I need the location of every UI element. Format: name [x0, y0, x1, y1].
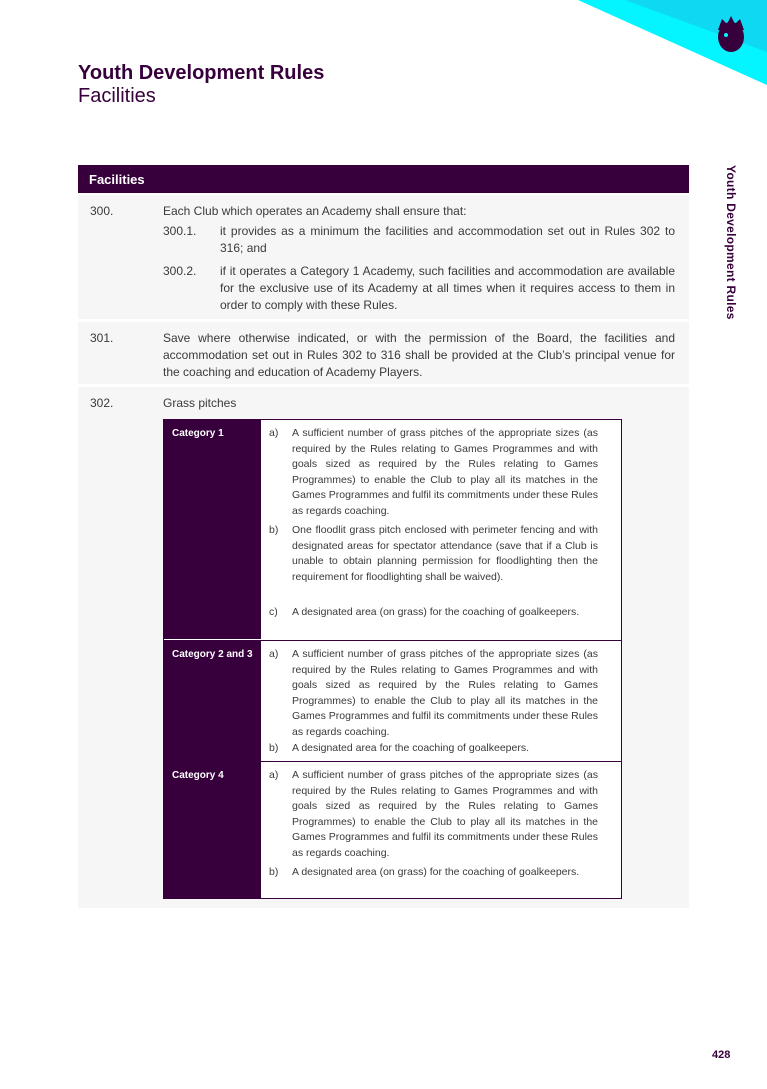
item-text: A sufficient number of grass pitches of the appropriate sizes (as required by the Rules relating to Games Programmes and with goals sized as required by the Rules relating to Games Programmes) to enable the Club to play all its matches in the Games Programmes and fulfil its commitments under these Rules as regards coaching. — [292, 427, 598, 517]
item-text: One floodlit grass pitch enclosed with perimeter fencing and with designated areas for spectator attendance (save that if a Club is unable to obtain planning permission for floodlighting then the requirement for floodlighting shall be waived). — [292, 524, 598, 583]
page-subtitle: Facilities — [78, 85, 156, 107]
rule-301 — [78, 322, 689, 384]
item-text: A designated area (on grass) for the coaching of goalkeepers. — [292, 606, 580, 618]
rule-text: Save where otherwise indicated, or with the permission of the Board, the facilities and accommodation set out in Rules 302 to 316 shall be provided at the Club’s principal venue for the coaching and education of Academy Players. — [163, 331, 675, 379]
item-text: A designated area for the coaching of goalkeepers. — [292, 742, 529, 754]
page-title: Youth Development Rules — [78, 62, 325, 84]
rule-number: 301. — [90, 331, 114, 345]
subrule-text: it provides as a minimum the facilities and accommodation set out in Rules 302 to 316; and — [220, 224, 675, 255]
grass-pitches-table — [163, 419, 622, 899]
item-text: A designated area (on grass) for the coaching of goalkeepers. — [292, 866, 580, 878]
side-section-label: Youth Development Rules — [724, 165, 738, 320]
rule-text: Grass pitches — [163, 396, 237, 410]
item-letter: b) — [269, 524, 279, 536]
category-row — [164, 420, 621, 639]
item-text: A sufficient number of grass pitches of the appropriate sizes (as required by the Rules relating to Games Programmes and with goals sized as required by the Rules relating to Games Programmes) to enable the Club to play all its matches in the Games Programmes and fulfil its commitments under these Rules as regards coaching. — [292, 648, 598, 738]
premier-league-lion-icon — [718, 16, 744, 52]
rule-text: Each Club which operates an Academy shall ensure that: — [163, 204, 467, 218]
item-letter: a) — [269, 648, 279, 660]
category-label: Category 1 — [164, 420, 261, 639]
subrule-number: 300.1. — [163, 224, 197, 238]
item-letter: a) — [269, 769, 279, 781]
rule-number: 300. — [90, 204, 114, 218]
category-row — [164, 640, 621, 761]
item-letter: b) — [269, 742, 279, 754]
page-number: 428 — [712, 1049, 731, 1061]
rule-300 — [78, 195, 689, 319]
category-row — [164, 761, 621, 899]
item-text: A sufficient number of grass pitches of the appropriate sizes (as required by the Rules relating to Games Programmes and with goals sized as required by the Rules relating to Games Programmes) to enable the Club to play all its matches in the Games Programmes and fulfil its commitments under these Rules as regards coaching. — [292, 769, 598, 859]
item-letter: a) — [269, 427, 279, 439]
page-title-block — [78, 61, 324, 107]
item-letter: b) — [269, 866, 279, 878]
section-heading: Facilities — [78, 165, 689, 193]
subrule-number: 300.2. — [163, 264, 197, 278]
category-label: Category 4 — [164, 762, 261, 899]
subrule-text: if it operates a Category 1 Academy, such facilities and accommodation are available for the exclusive use of its Academy at all times when it requires access to them in order to comply with these Rules. — [220, 264, 675, 312]
item-letter: c) — [269, 606, 278, 618]
category-label: Category 2 and 3 — [164, 641, 261, 761]
rule-number: 302. — [90, 396, 114, 410]
